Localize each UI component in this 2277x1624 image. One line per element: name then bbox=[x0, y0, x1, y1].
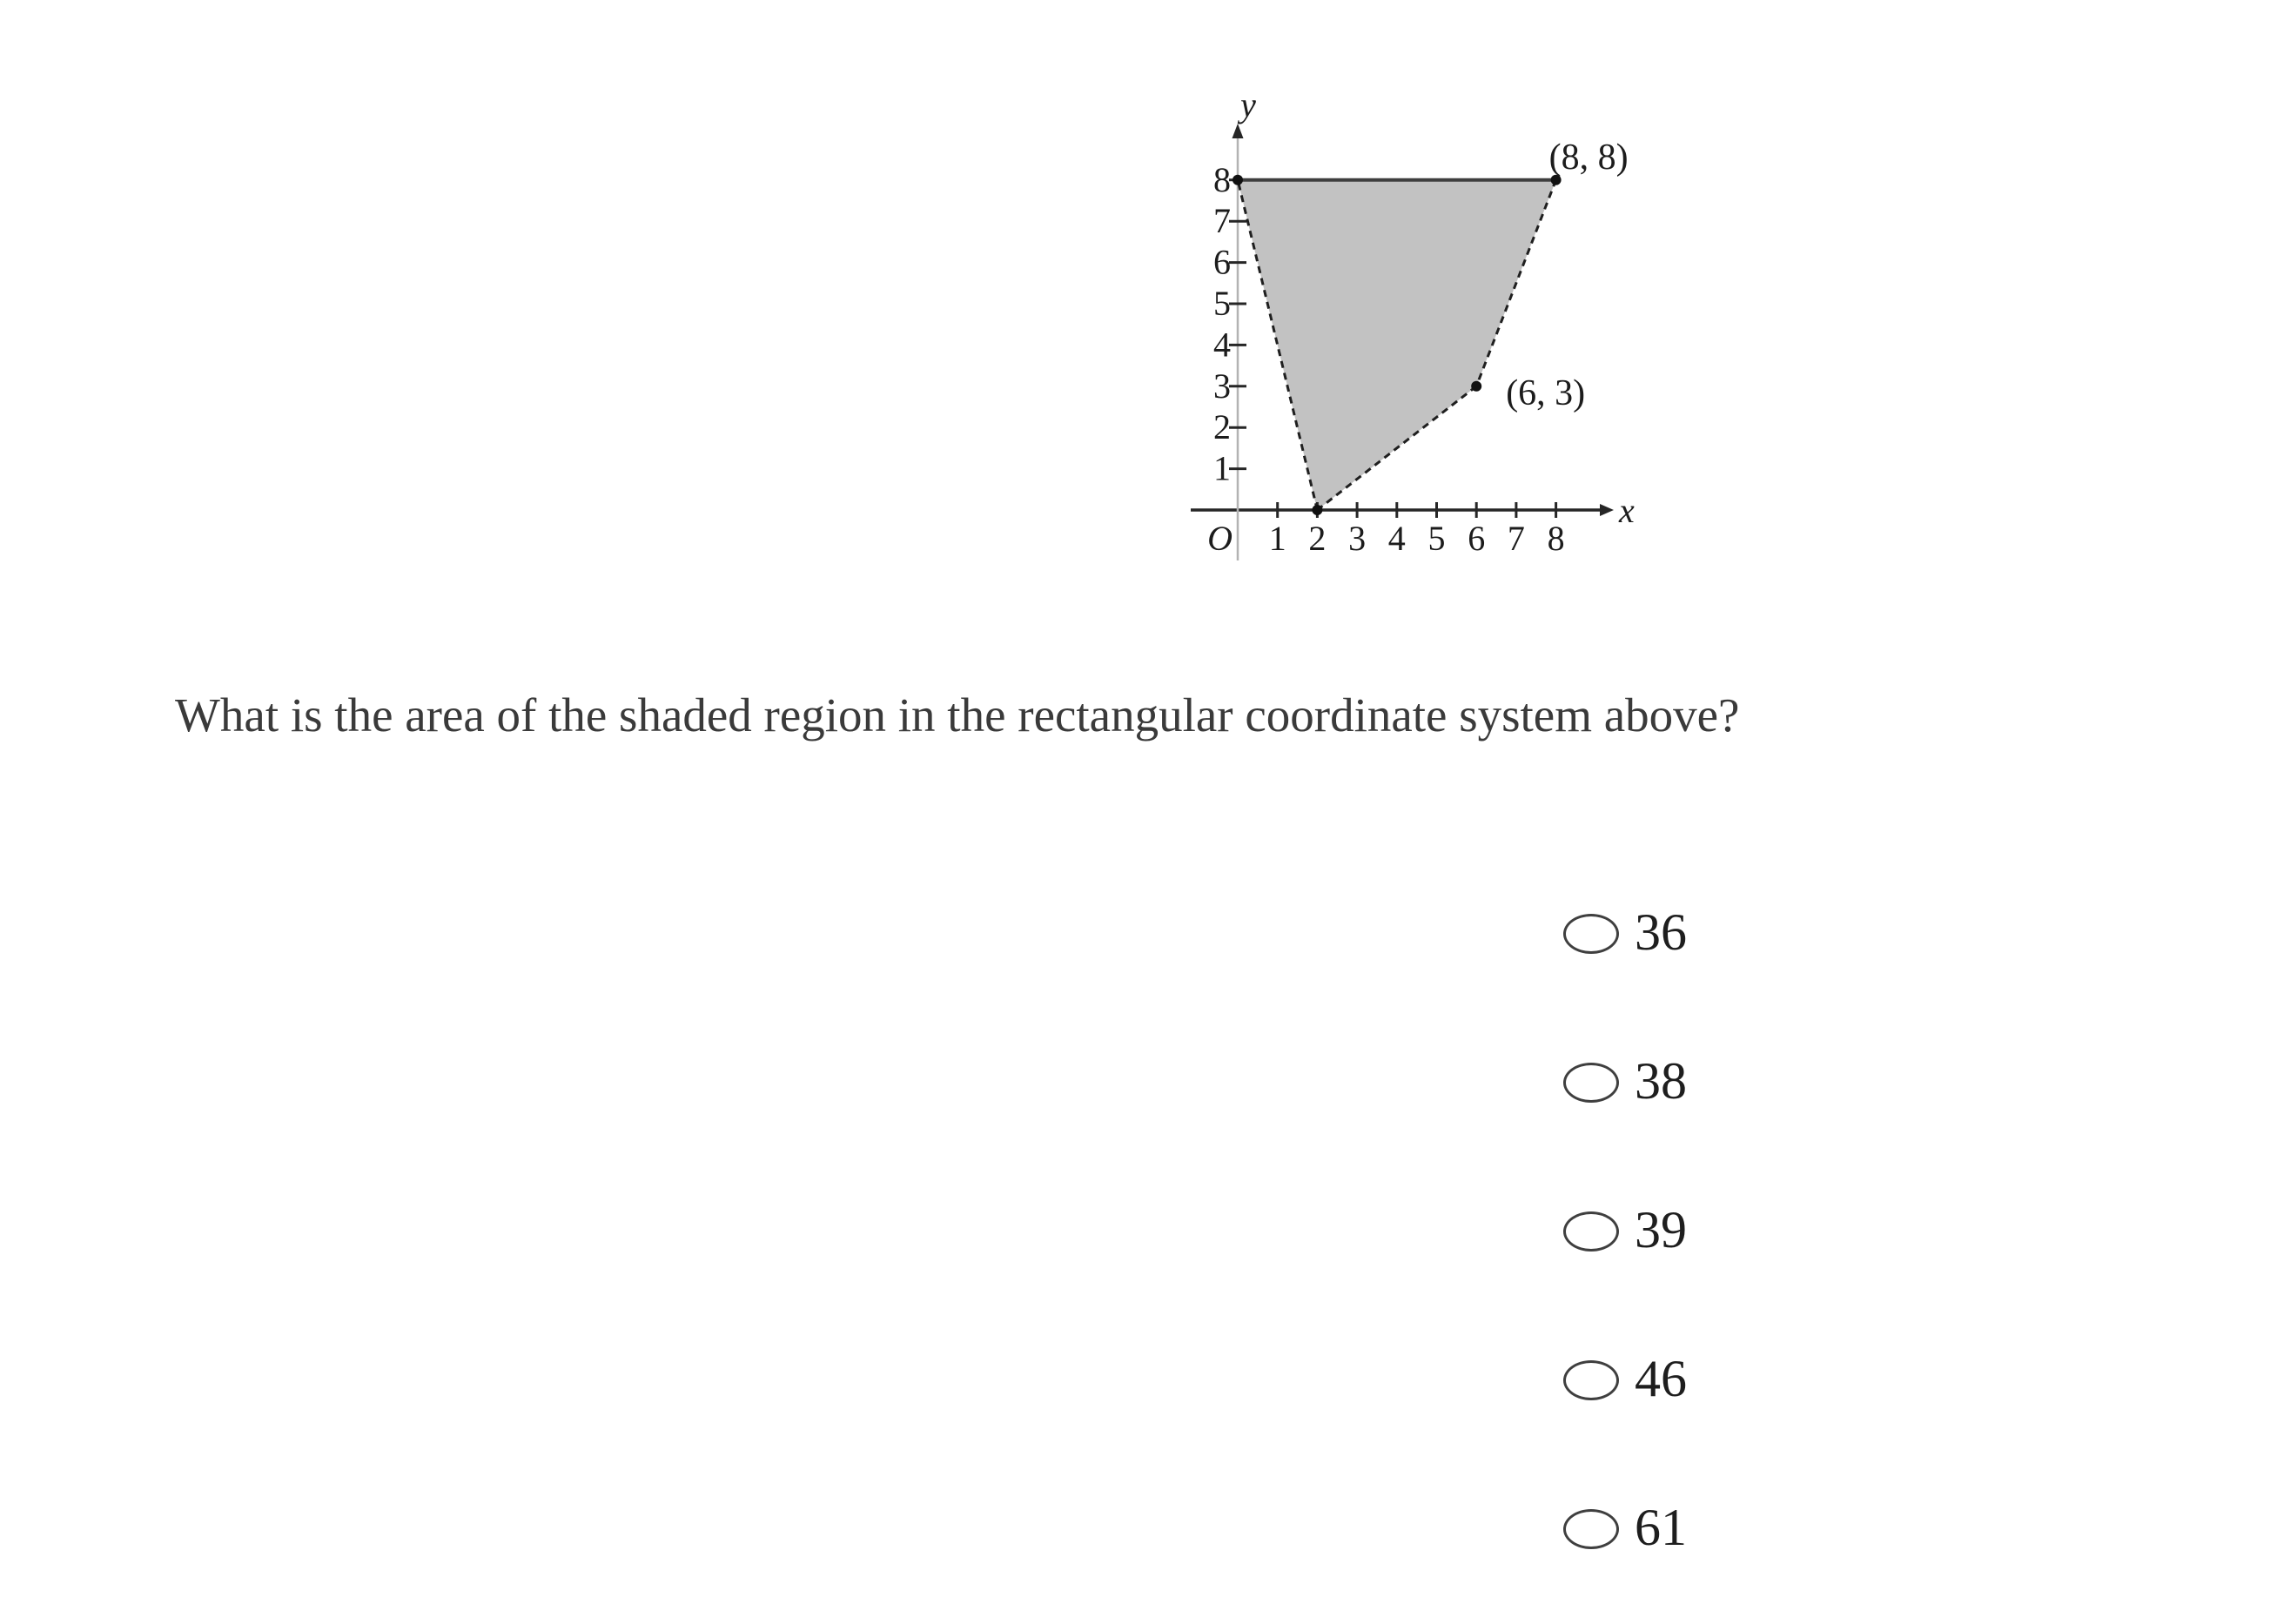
radio-button-icon[interactable] bbox=[1563, 1509, 1619, 1549]
y-tick-label: 5 bbox=[1213, 284, 1231, 323]
origin-label: O bbox=[1207, 519, 1233, 558]
y-axis-label: y bbox=[1240, 85, 1256, 124]
x-axis-label: x bbox=[1619, 491, 1635, 530]
x-tick-label: 4 bbox=[1387, 519, 1406, 558]
y-axis-arrow-icon bbox=[1233, 124, 1244, 138]
shaded-region bbox=[1238, 180, 1556, 510]
y-tick-label: 1 bbox=[1213, 448, 1231, 488]
question-text: What is the area of the shaded region in the rectangular coordinate system above? bbox=[175, 688, 1740, 742]
vertex-dot bbox=[1471, 381, 1481, 392]
x-tick-label: 2 bbox=[1308, 519, 1327, 558]
x-tick-label: 6 bbox=[1468, 519, 1486, 558]
y-tick-label: 8 bbox=[1213, 159, 1231, 199]
answer-option-row[interactable] bbox=[1563, 1499, 1687, 1556]
option-label: 38 bbox=[1635, 1052, 1687, 1110]
vertex-dot bbox=[1233, 175, 1243, 185]
x-axis-arrow-icon bbox=[1600, 504, 1614, 516]
option-label: 36 bbox=[1635, 903, 1687, 961]
radio-button-icon[interactable] bbox=[1563, 914, 1619, 954]
y-tick-label: 6 bbox=[1213, 242, 1231, 282]
x-tick-label: 3 bbox=[1348, 519, 1367, 558]
coordinate-figure bbox=[1191, 52, 1678, 592]
y-tick-label: 4 bbox=[1213, 325, 1231, 365]
answer-option-row[interactable] bbox=[1563, 903, 1687, 961]
option-label: 39 bbox=[1635, 1201, 1687, 1258]
option-label: 61 bbox=[1635, 1499, 1687, 1556]
x-tick-label: 5 bbox=[1427, 519, 1446, 558]
y-tick-label: 3 bbox=[1213, 366, 1231, 406]
x-tick-label: 1 bbox=[1268, 519, 1286, 558]
vertex-dot bbox=[1312, 505, 1322, 515]
option-label: 46 bbox=[1635, 1350, 1687, 1407]
answer-options bbox=[1563, 903, 1687, 1556]
x-tick-label: 7 bbox=[1507, 519, 1525, 558]
radio-button-icon[interactable] bbox=[1563, 1063, 1619, 1103]
answer-option-row[interactable] bbox=[1563, 1201, 1687, 1258]
answer-option-row[interactable] bbox=[1563, 1052, 1687, 1110]
y-tick-label: 2 bbox=[1213, 407, 1231, 447]
coordinate-figure-svg bbox=[1191, 52, 1678, 592]
x-tick-label: 8 bbox=[1547, 519, 1565, 558]
point-label: (6, 3) bbox=[1506, 372, 1586, 413]
radio-button-icon[interactable] bbox=[1563, 1360, 1619, 1400]
radio-button-icon[interactable] bbox=[1563, 1211, 1619, 1252]
point-label: (8, 8) bbox=[1548, 137, 1629, 178]
answer-option-row[interactable] bbox=[1563, 1350, 1687, 1407]
y-tick-label: 7 bbox=[1213, 201, 1231, 241]
